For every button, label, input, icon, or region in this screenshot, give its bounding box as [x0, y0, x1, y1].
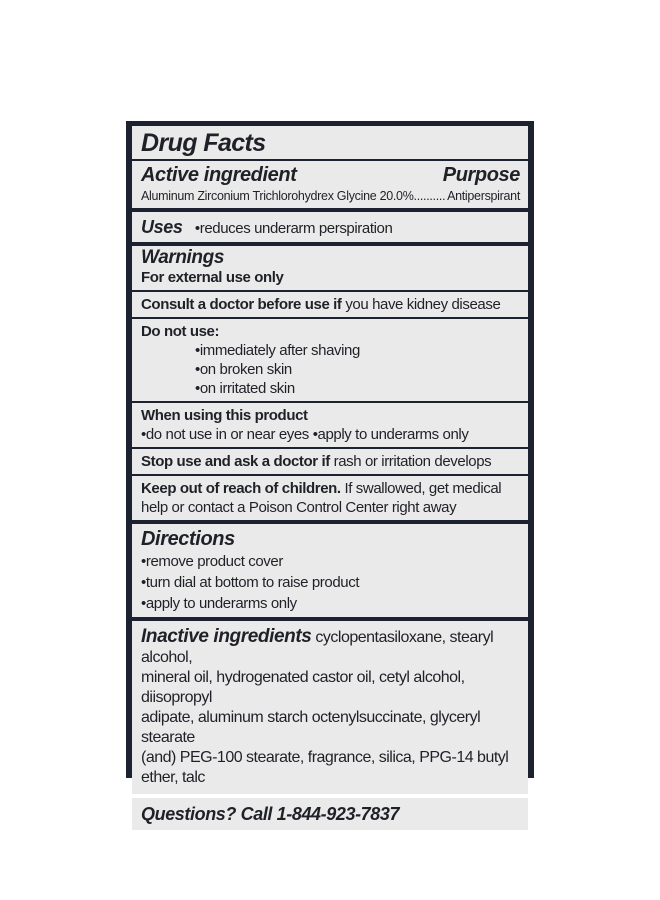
do-not-use-item: • on irritated skin	[141, 379, 520, 398]
purpose-heading: Purpose	[442, 164, 520, 186]
active-ingredient-section	[132, 126, 528, 208]
inactive-line: (and) PEG-100 stearate, fragrance, silica, PPG-14 butyl ether, talc	[141, 749, 509, 786]
stop-use-heading: Stop use and ask a doctor if	[141, 453, 330, 470]
when-using-item: • apply to underarms only	[313, 426, 469, 443]
divider	[132, 447, 528, 449]
do-not-use-item: • immediately after shaving	[141, 341, 520, 360]
do-not-use-heading: Do not use:	[141, 323, 220, 340]
do-not-use-item: • on broken skin	[141, 360, 520, 379]
leader-dots: ..........	[413, 189, 446, 203]
inactive-ingredients-heading: Inactive ingredients	[141, 626, 312, 647]
when-using-item: • do not use in or near eyes	[141, 426, 309, 443]
warnings-section	[132, 246, 528, 520]
when-using-heading: When using this product	[141, 407, 308, 424]
inactive-line: cyclopentasiloxane, stearyl alcohol,	[141, 629, 494, 666]
directions-heading: Directions	[141, 528, 235, 550]
active-ingredient-heading: Active ingredient	[141, 164, 297, 186]
inactive-ingredients-section	[132, 621, 528, 794]
questions-section	[132, 798, 528, 830]
uses-heading: Uses	[141, 217, 183, 237]
directions-item: • remove product cover	[141, 551, 520, 572]
divider	[132, 159, 528, 161]
inactive-line: adipate, aluminum starch octenylsuccinate, glyceryl stearate	[141, 709, 481, 746]
drug-facts-label	[126, 121, 534, 824]
uses-text: • reduces underarm perspiration	[195, 220, 393, 237]
directions-item: • turn dial at bottom to raise product	[141, 572, 520, 593]
keep-out-text-cont: help or contact a Poison Control Center right away	[141, 499, 457, 516]
questions-text: Questions? Call 1-844-923-7837	[141, 804, 400, 824]
divider	[132, 317, 528, 319]
external-use-text: For external use only	[141, 269, 284, 286]
divider	[132, 401, 528, 403]
warnings-heading: Warnings	[141, 247, 225, 268]
directions-section	[132, 524, 528, 617]
keep-out-heading: Keep out of reach of children.	[141, 480, 341, 497]
divider	[132, 290, 528, 292]
drug-facts-title: Drug Facts	[141, 129, 266, 157]
active-ingredient-name: Aluminum Zirconium Trichlorohydrex Glycine 20.0%	[141, 189, 414, 203]
inactive-line: mineral oil, hydrogenated castor oil, cetyl alcohol, diisopropyl	[141, 669, 465, 706]
divider	[132, 474, 528, 476]
keep-out-text: If swallowed, get medical	[344, 480, 502, 497]
purpose-value: Antiperspirant	[447, 189, 520, 203]
consult-heading: Consult a doctor before use if	[141, 296, 342, 313]
stop-use-text: rash or irritation develops	[333, 453, 492, 470]
uses-section	[132, 212, 528, 242]
directions-item: • apply to underarms only	[141, 593, 520, 614]
consult-text: you have kidney disease	[345, 296, 501, 313]
